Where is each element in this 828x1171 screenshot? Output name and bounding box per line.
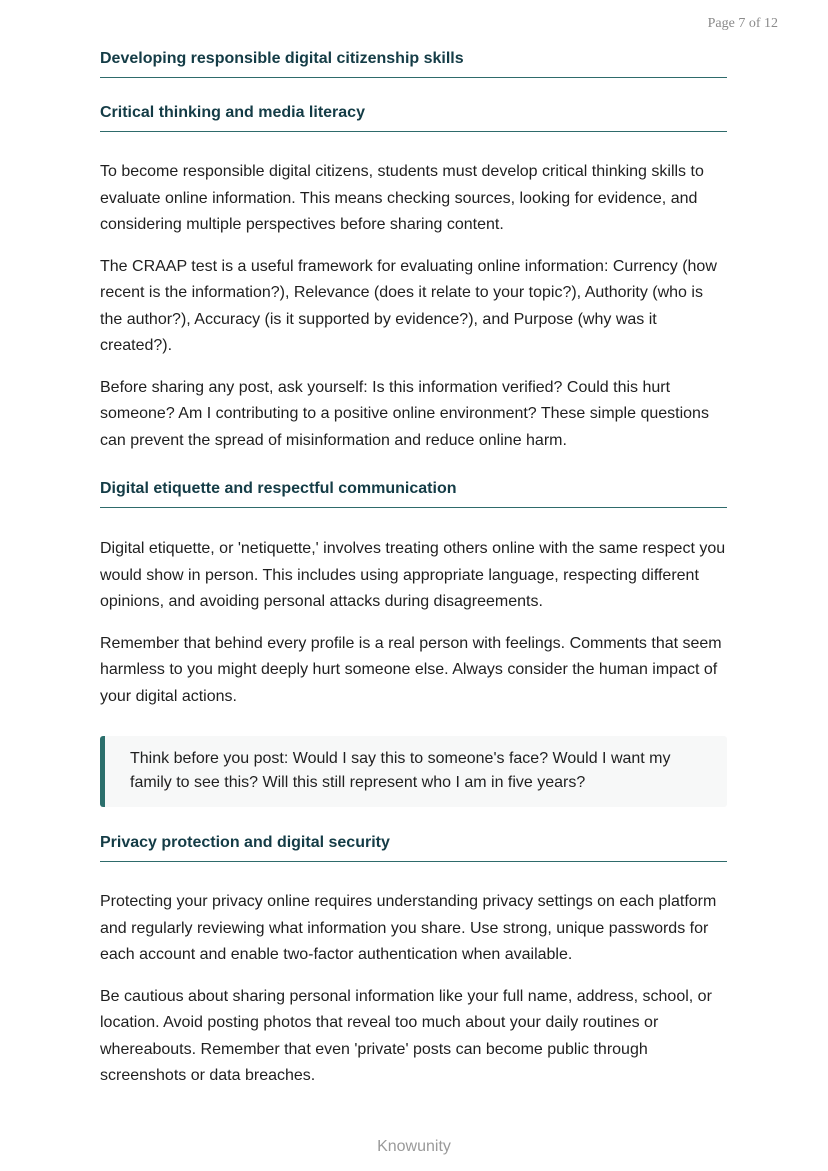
- paragraph: To become responsible digital citizens, students must develop critical thinking skills to evaluate online information. This means checking sources, looking for evidence, and considering multiple perspectives before sharing content.: [100, 163, 704, 233]
- paragraph: Digital etiquette, or 'netiquette,' involves treating others online with the same respect you would show in person. This includes using appropriate language, respecting different opinions, and avoiding personal attacks during disagreements.: [100, 540, 726, 610]
- footer-brand: Knowunity: [377, 1138, 451, 1155]
- paragraph: Be cautious about sharing personal information like your full name, address, school, or location. Avoid posting photos that reveal too much about your daily routines or whereabouts. Remember that even 'private' posts can become public through screenshots or data breaches.: [100, 987, 712, 1084]
- paragraph: The CRAAP test is a useful framework for evaluating online information: Currency (how recent is the information?), Relevance (does it relate to your topic?), Authority (who is the author?), Accuracy (is it supported by evidence?), and Purpose (why was it created?).: [100, 257, 717, 354]
- paragraph: Protecting your privacy online requires understanding privacy settings on each platform and regularly reviewing what information you share. Use strong, unique passwords for each account and enable two-factor authentication when available.: [100, 893, 717, 963]
- section-heading-critical-thinking: Critical thinking and media literacy: [100, 104, 727, 132]
- document-body: [100, 50, 727, 1090]
- callout-quote: Think before you post: Would I say this to someone's face? Would I want my family to see this? Will this still represent who I am in five years?: [100, 736, 727, 807]
- main-heading: Developing responsible digital citizenship skills: [100, 50, 727, 78]
- page-number: Page 7 of 12: [707, 16, 778, 31]
- paragraph: Remember that behind every profile is a real person with feelings. Comments that seem harmless to you might deeply hurt someone else. Always consider the human impact of your digital actions.: [100, 634, 722, 705]
- section-heading-digital-etiquette: Digital etiquette and respectful communication: [100, 480, 727, 508]
- paragraph: Before sharing any post, ask yourself: Is this information verified? Could this hurt someone? Am I contributing to a positive online environment? These simple questions can prevent the spread of misinformation and reduce online harm.: [100, 378, 709, 449]
- section-heading-privacy: Privacy protection and digital security: [100, 834, 727, 862]
